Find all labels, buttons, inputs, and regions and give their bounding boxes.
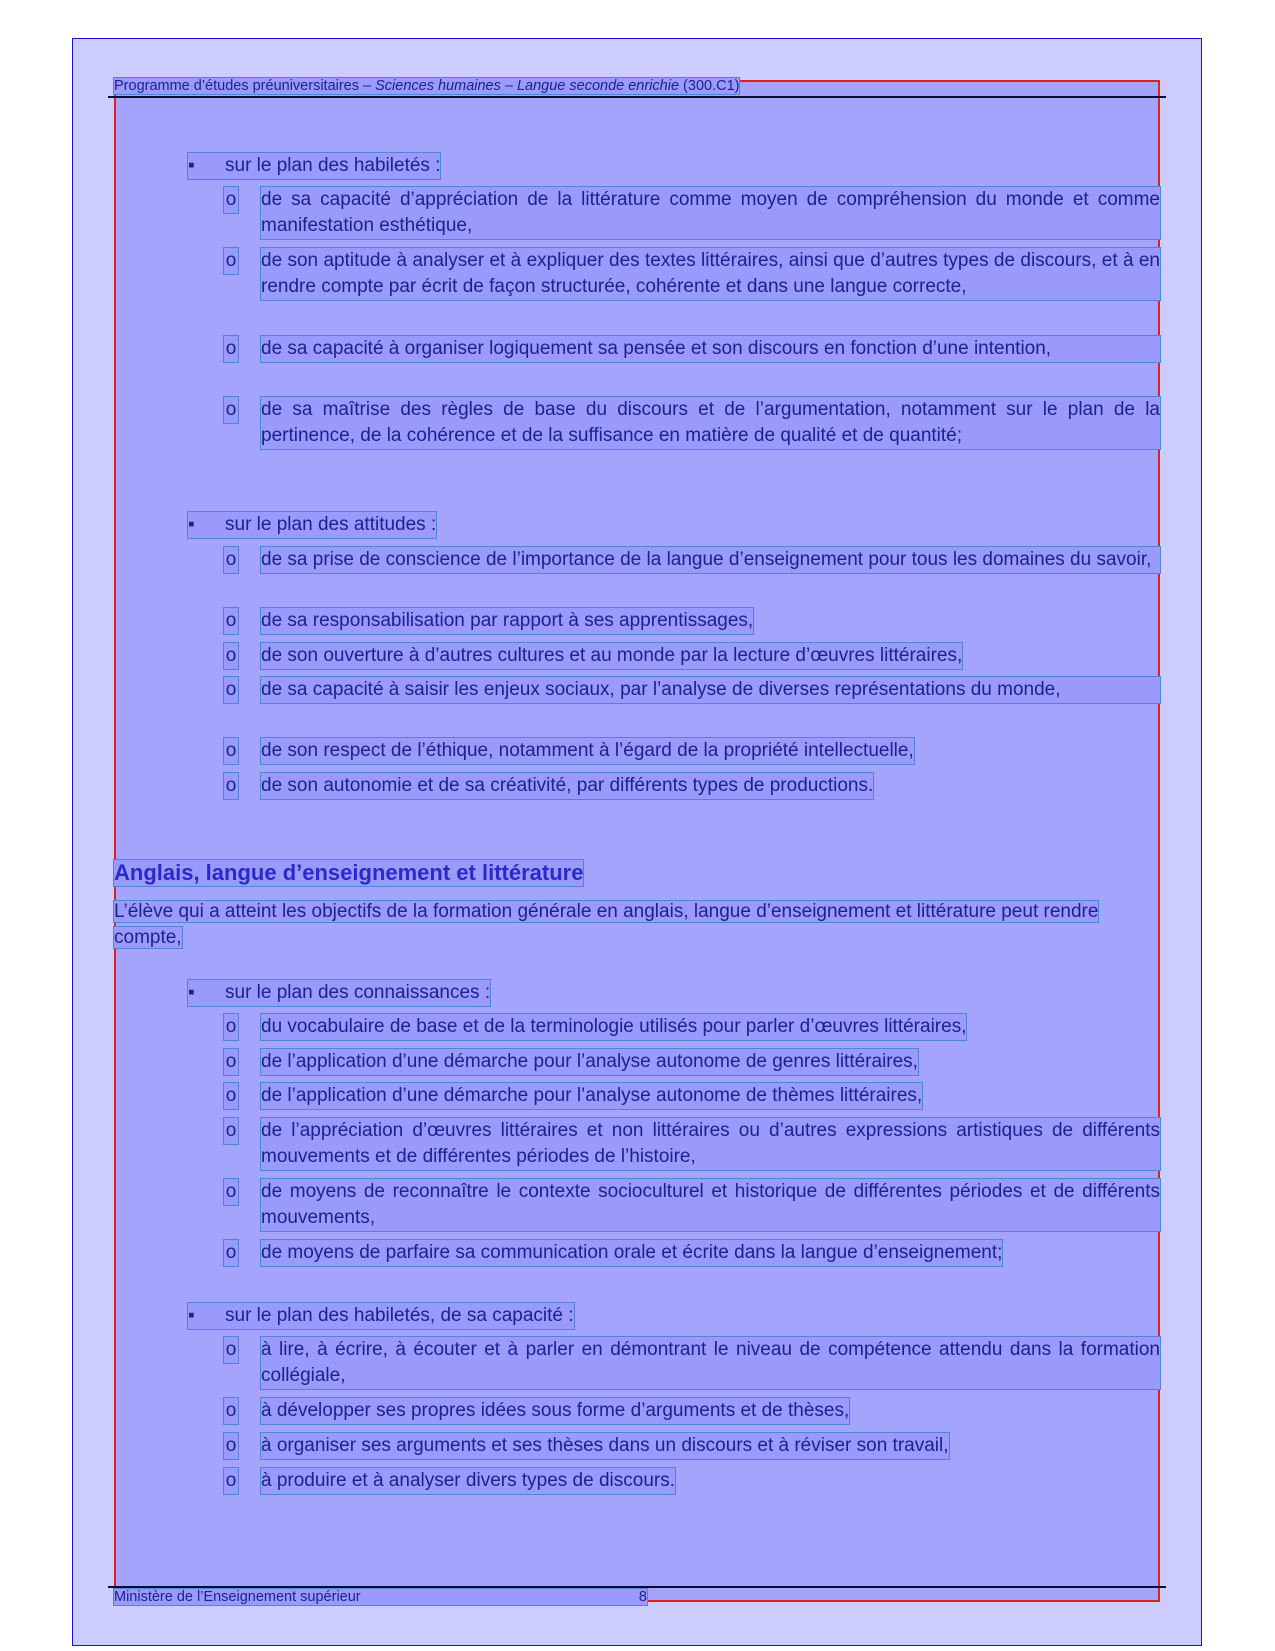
list-item [224,397,1160,449]
sub-bullet-icon: o [224,1049,238,1075]
sub-bullet-icon: o [224,1014,238,1040]
list-item [224,1398,1160,1424]
list-item [224,187,1160,239]
sub-bullet-icon: o [224,1398,238,1424]
list-item-text: de l’appréciation d’œuvres littéraires et non littéraires ou d’autres expressions artistiques de différents mouvements et de différentes périodes de l’histoire, [261,1118,1160,1170]
sub-bullet-icon: o [224,336,238,362]
bullet-icon: ▪ [188,155,195,176]
header-rule [108,96,1166,98]
running-header [114,78,739,94]
footer-ministry: Ministère de l’Enseignement supérieur [114,1589,361,1605]
sub-bullet-icon: o [224,1240,238,1266]
bullet-label: sur le plan des habiletés : [225,155,441,176]
sub-bullet-icon: o [224,1337,238,1363]
section-title: Anglais, langue d’enseignement et littérature [114,860,584,885]
list-item [224,738,1160,764]
list-item-text: de son aptitude à analyser et à expliquer des textes littéraires, ainsi que d’autres types de discours, et à en rendre compte par écrit de façon structurée, cohérente et dans une langue correcte, [261,248,1160,300]
sub-bullet-icon: o [224,1118,238,1144]
list-item [224,1240,1160,1266]
list-item-text: de sa responsabilisation par rapport à ses apprentissages, [261,608,753,634]
sub-bullet-icon: o [224,397,238,423]
list-item [224,1118,1160,1170]
list-item [224,547,1160,573]
bullet-icon: ▪ [188,514,195,535]
sub-bullet-icon: o [224,248,238,274]
sub-bullet-icon: o [224,1433,238,1459]
sub-bullet-icon: o [224,773,238,799]
bullet-attitudes-heading [188,512,436,538]
bullet-label: sur le plan des connaissances : [225,982,491,1003]
list-item-text: de son autonomie et de sa créativité, par différents types de productions. [261,773,873,799]
list-item [224,1049,1160,1075]
list-item [224,1468,1160,1494]
list-item [224,773,1160,799]
footer-rule [108,1586,1166,1588]
bullet-skills2-heading [188,1303,574,1329]
list-item [224,1433,1160,1459]
bullet-icon: ▪ [188,1305,195,1326]
list-item-text: de son ouverture à d’autres cultures et au monde par la lecture d’œuvres littéraires, [261,643,962,669]
list-item-text: de moyens de reconnaître le contexte socioculturel et historique de différentes périodes et de différents mouvements, [261,1179,1160,1231]
list-item-text: à organiser ses arguments et ses thèses dans un discours et à réviser son travail, [261,1433,949,1459]
list-item-text: de moyens de parfaire sa communication orale et écrite dans la langue d’enseignement; [261,1240,1002,1266]
header-program-code: (300.C1) [679,78,740,94]
sub-bullet-icon: o [224,643,238,669]
sub-bullet-icon: o [224,677,238,703]
list-item [224,643,1160,669]
list-item-text: de son respect de l’éthique, notamment à l’égard de la propriété intellectuelle, [261,738,914,764]
sub-bullet-icon: o [224,1468,238,1494]
list-item-text: de sa capacité d’appréciation de la littérature comme moyen de compréhension du monde et comme manifestation esthétique, [261,187,1160,239]
list-item-text: de sa prise de conscience de l’importance de la langue d’enseignement pour tous les domaines du savoir, [261,547,1160,573]
list-item [224,1337,1160,1389]
list-item-text: de l’application d’une démarche pour l’analyse autonome de thèmes littéraires, [261,1083,922,1109]
list-item-text: à développer ses propres idées sous forme d’arguments et de thèses, [261,1398,849,1424]
list-item-text: de l’application d’une démarche pour l’analyse autonome de genres littéraires, [261,1049,918,1075]
list-item [224,1179,1160,1231]
list-item-text: à lire, à écrire, à écouter et à parler en démontrant le niveau de compétence attendu dans la formation collégiale, [261,1337,1160,1389]
header-program-italic: Sciences humaines – Langue seconde enrichie [375,78,680,94]
list-item [224,248,1160,300]
list-item [224,677,1160,703]
sub-bullet-icon: o [224,1179,238,1205]
list-item [224,1083,1160,1109]
bullet-icon: ▪ [188,982,195,1003]
header-program: Programme d’études préuniversitaires – [114,78,376,94]
sub-bullet-icon: o [224,738,238,764]
sub-bullet-icon: o [224,187,238,213]
list-item-text: du vocabulaire de base et de la terminologie utilisés pour parler d’œuvres littéraires, [261,1014,966,1040]
page-number: 8 [638,1589,647,1605]
list-item-text: de sa capacité à saisir les enjeux sociaux, par l’analyse de diverses représentations du monde, [261,677,1160,703]
list-item [224,608,1160,634]
running-footer [114,1589,647,1605]
list-item-text: de sa maîtrise des règles de base du discours et de l’argumentation, notamment sur le plan de la pertinence, de la cohérence et de la suffisance en matière de qualité et de quantité; [261,397,1160,449]
list-item-text: à produire et à analyser divers types de discours. [261,1468,675,1494]
bullet-label: sur le plan des habiletés, de sa capacité : [225,1305,574,1326]
section-intro [114,899,1160,951]
list-item [224,1014,1160,1040]
bullet-label: sur le plan des attitudes : [225,514,437,535]
sub-bullet-icon: o [224,1083,238,1109]
list-item-text: de sa capacité à organiser logiquement sa pensée et son discours en fonction d’une intention, [261,336,1160,362]
bullet-skills-heading [188,153,440,179]
sub-bullet-icon: o [224,547,238,573]
section-intro-text: L’élève qui a atteint les objectifs de la formation générale en anglais, langue d’enseignement et littérature peut rendre compte, [114,901,1099,948]
bullet-knowledge-heading [188,980,490,1006]
sub-bullet-icon: o [224,608,238,634]
list-item [224,336,1160,362]
